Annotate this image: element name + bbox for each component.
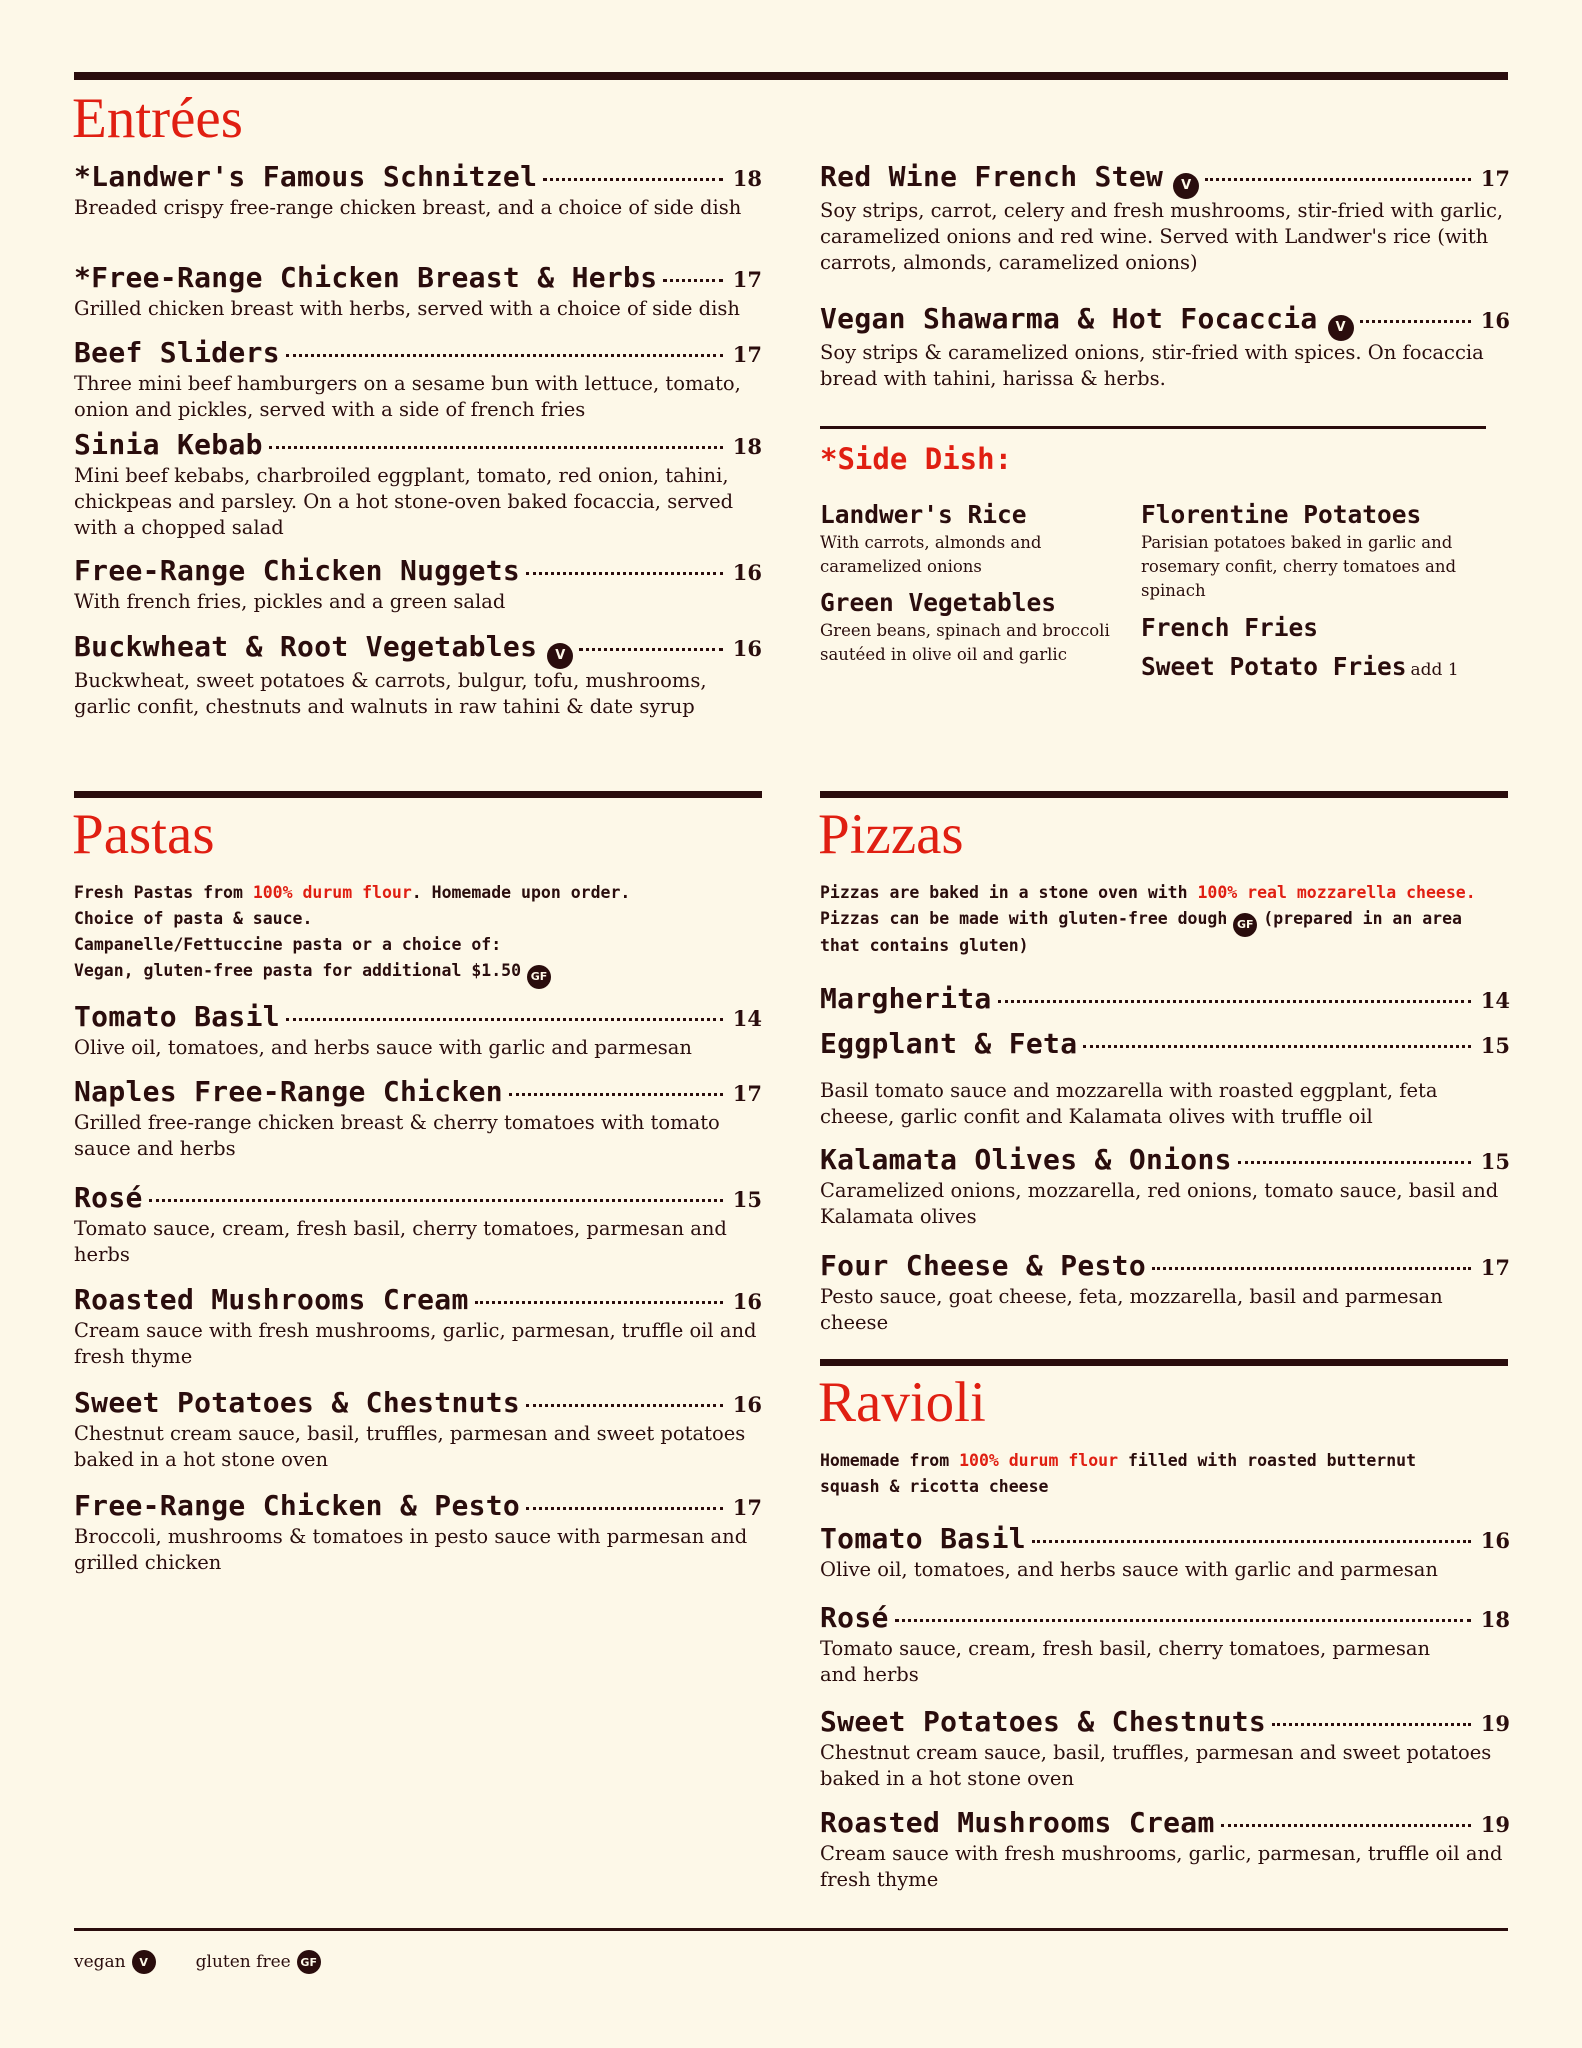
menu-item — [820, 1705, 1510, 1792]
item-description: Soy strips, carrot, celery and fresh mushrooms, stir-fried with garlic, caramelized onions and red wine. Served with Landwer's rice (with carrots, almonds, caramelized onions) — [820, 198, 1504, 274]
item-description: Pesto sauce, goat cheese, feta, mozzarella, basil and parmesan cheese — [820, 1285, 1443, 1334]
item-description: Cream sauce with fresh mushrooms, garlic, parmesan, truffle oil and fresh thyme — [820, 1842, 1503, 1891]
menu-item — [820, 1027, 1510, 1130]
dot-leader — [895, 1619, 1471, 1622]
side-dish-name: French Fries — [1141, 613, 1319, 642]
item-name: *Free-Range Chicken Breast & Herbs — [74, 261, 658, 294]
intro-line — [820, 1448, 1510, 1474]
dot-leader — [286, 1018, 723, 1021]
side-dish-description: Parisian potatoes baked in garlic and rosemary confit, cherry tomatoes and spinach — [1141, 533, 1457, 600]
menu-item — [820, 1249, 1510, 1336]
menu-item — [74, 160, 762, 221]
side-dish-title: *Side Dish: — [820, 442, 1013, 476]
dot-leader — [1272, 1723, 1471, 1726]
dot-leader — [526, 1404, 723, 1407]
menu-item — [820, 302, 1510, 392]
menu-item — [74, 1000, 762, 1061]
item-name: Rosé — [74, 1181, 143, 1214]
pastas-intro — [74, 880, 762, 985]
side-dish-name: Green Vegetables — [820, 588, 1057, 617]
dot-leader — [526, 572, 723, 575]
side-dish-addon: add 1 — [1410, 660, 1459, 680]
item-price: 17 — [732, 267, 762, 292]
side-dish-item — [1141, 500, 1481, 603]
item-price: 17 — [1480, 166, 1510, 191]
item-price: 14 — [1480, 988, 1510, 1013]
vegan-badge-icon: V — [132, 1950, 156, 1974]
menu-item — [74, 261, 762, 322]
item-name: Naples Free-Range Chicken — [74, 1075, 503, 1108]
item-name: Sinia Kebab — [74, 428, 263, 461]
intro-highlight: 100% real mozzarella cheese. — [1197, 883, 1476, 902]
intro-line: squash & ricotta cheese — [820, 1477, 1049, 1496]
dot-leader — [1205, 178, 1471, 181]
menu-item — [74, 630, 762, 720]
menu-item — [74, 1386, 762, 1473]
item-price: 16 — [1480, 308, 1510, 333]
side-dish-rule — [820, 426, 1486, 429]
menu-item — [820, 1601, 1510, 1688]
intro-text: Fresh Pastas from — [74, 883, 253, 902]
dot-leader — [1032, 1540, 1471, 1543]
gluten-free-badge-icon: GF — [297, 1950, 321, 1974]
item-name: Margherita — [820, 982, 992, 1015]
side-dish-name-row — [1141, 652, 1481, 681]
gluten-free-badge-icon: GF — [1233, 913, 1257, 937]
item-name: Four Cheese & Pesto — [820, 1249, 1146, 1282]
item-name: *Landwer's Famous Schnitzel — [74, 160, 538, 193]
intro-text: Pizzas are baked in a stone oven with — [820, 883, 1198, 902]
pizzas-title: Pizzas — [818, 803, 964, 866]
intro-line: Campanelle/Fettuccine pasta or a choice of: — [74, 935, 502, 954]
gluten-free-badge-icon: GF — [527, 965, 551, 989]
item-description: Tomato sauce, cream, fresh basil, cherry tomatoes, parmesan and herbs — [74, 1217, 727, 1266]
item-description: Olive oil, tomatoes, and herbs sauce with garlic and parmesan — [74, 1036, 692, 1059]
item-description: Olive oil, tomatoes, and herbs sauce with garlic and parmesan — [820, 1558, 1438, 1581]
pizzas-rule — [820, 791, 1508, 798]
menu-item — [74, 1181, 762, 1268]
item-name: Eggplant & Feta — [820, 1027, 1078, 1060]
intro-highlight: 100% durum flour — [959, 1451, 1119, 1470]
intro-line — [820, 906, 1510, 933]
pastas-title: Pastas — [72, 803, 215, 866]
item-name: Tomato Basil — [74, 1000, 280, 1033]
side-dish-item — [820, 500, 1120, 579]
item-name: Tomato Basil — [820, 1522, 1026, 1555]
intro-line: that contains gluten) — [820, 936, 1029, 955]
top-rule — [74, 72, 1508, 80]
item-name: Vegan Shawarma & Hot Focaccia — [820, 302, 1318, 335]
dot-leader — [509, 1093, 723, 1096]
menu-item — [74, 1489, 762, 1576]
intro-text: Pizzas can be made with gluten-free dough — [820, 909, 1228, 928]
intro-highlight: 100% durum flour — [252, 883, 412, 902]
item-price: 18 — [1480, 1607, 1510, 1632]
item-price: 15 — [1480, 1149, 1510, 1174]
intro-text: Vegan, gluten-free pasta for additional $1.50 — [74, 961, 522, 980]
item-name: Rosé — [820, 1601, 889, 1634]
item-description: Chestnut cream sauce, basil, truffles, parmesan and sweet potatoes baked in a hot stone oven — [820, 1741, 1492, 1790]
menu-item — [74, 428, 762, 541]
item-price: 19 — [1480, 1711, 1510, 1736]
vegan-badge-icon: V — [1173, 173, 1199, 199]
item-price: 15 — [732, 1187, 762, 1212]
dot-leader — [543, 178, 723, 181]
menu-item — [820, 982, 1510, 1015]
item-price: 17 — [732, 1495, 762, 1520]
menu-item — [820, 160, 1510, 276]
side-dish-name: Landwer's Rice — [820, 500, 1027, 529]
item-name: Buckwheat & Root Vegetables — [74, 630, 538, 663]
dietary-legend — [74, 1950, 321, 1974]
menu-item — [820, 1143, 1510, 1230]
item-description: Cream sauce with fresh mushrooms, garlic, parmesan, truffle oil and fresh thyme — [74, 1319, 757, 1368]
item-description: Chestnut cream sauce, basil, truffles, parmesan and sweet potatoes baked in a hot stone oven — [74, 1422, 746, 1471]
dot-leader — [998, 1000, 1471, 1003]
pizzas-intro — [820, 880, 1510, 959]
side-dish-item — [820, 588, 1130, 667]
dot-leader — [526, 1507, 723, 1510]
item-description: Grilled chicken breast with herbs, served with a choice of side dish — [74, 297, 740, 320]
item-name: Kalamata Olives & Onions — [820, 1143, 1232, 1176]
menu-item — [820, 1806, 1510, 1893]
item-description: Buckwheat, sweet potatoes & carrots, bulgur, tofu, mushrooms, garlic confit, chestnuts and walnuts in raw tahini & date syrup — [74, 668, 707, 718]
dot-leader — [1083, 1045, 1470, 1048]
item-description: With french fries, pickles and a green salad — [74, 590, 506, 613]
item-price: 14 — [732, 1006, 762, 1031]
intro-line — [74, 880, 762, 906]
dot-leader — [286, 354, 723, 357]
item-price: 16 — [732, 1289, 762, 1314]
item-description: Tomato sauce, cream, fresh basil, cherry tomatoes, parmesan and herbs — [820, 1637, 1431, 1686]
intro-text: Homemade from — [820, 1451, 960, 1470]
item-price: 17 — [732, 1081, 762, 1106]
intro-text: filled with roasted butternut — [1118, 1451, 1417, 1470]
dot-leader — [1360, 320, 1471, 323]
item-name: Sweet Potatoes & Chestnuts — [820, 1705, 1267, 1738]
ravioli-rule — [820, 1359, 1508, 1366]
item-description: Three mini beef hamburgers on a sesame bun with lettuce, tomato, onion and pickles, served with a side of french fries — [74, 372, 741, 421]
intro-text: . Homemade upon order. — [411, 883, 631, 902]
menu-item — [820, 1522, 1510, 1583]
legend-gluten-free-label: gluten free — [195, 1952, 291, 1972]
menu-item — [74, 336, 762, 423]
item-price: 18 — [732, 434, 762, 459]
side-dish-name: Sweet Potato Fries — [1141, 652, 1407, 681]
item-price: 16 — [1480, 1528, 1510, 1553]
intro-line — [74, 958, 762, 985]
item-name: Sweet Potatoes & Chestnuts — [74, 1386, 521, 1419]
item-price: 15 — [1480, 1033, 1510, 1058]
side-dish-item — [1141, 652, 1481, 681]
menu-item — [74, 1075, 762, 1162]
side-dish-description: Green beans, spinach and broccoli sautéed in olive oil and garlic — [820, 621, 1110, 664]
ravioli-title: Ravioli — [818, 1371, 986, 1434]
dot-leader — [269, 446, 723, 449]
menu-item — [74, 554, 762, 615]
entrees-title: Entrées — [72, 87, 243, 150]
dot-leader — [1152, 1267, 1471, 1270]
item-price: 19 — [1480, 1812, 1510, 1837]
item-price: 18 — [732, 166, 762, 191]
dot-leader — [663, 279, 722, 282]
footer-rule — [74, 1928, 1508, 1931]
side-dish-name: Florentine Potatoes — [1141, 500, 1422, 529]
dot-leader — [149, 1199, 723, 1202]
legend-vegan-label: vegan — [74, 1952, 126, 1972]
dot-leader — [1221, 1824, 1471, 1827]
dot-leader — [1238, 1161, 1471, 1164]
item-description: Basil tomato sauce and mozzarella with roasted eggplant, feta cheese, garlic confit and Kalamata olives with truffle oil — [820, 1079, 1438, 1128]
item-price: 16 — [732, 1392, 762, 1417]
intro-text: (prepared in an area — [1263, 909, 1462, 928]
vegan-badge-icon: V — [1328, 315, 1354, 341]
item-price: 16 — [732, 560, 762, 585]
side-dish-item — [1141, 613, 1481, 642]
ravioli-intro — [820, 1448, 1510, 1500]
item-description: Breaded crispy free-range chicken breast, and a choice of side dish — [74, 196, 742, 219]
item-name: Roasted Mushrooms Cream — [820, 1806, 1215, 1839]
item-description: Caramelized onions, mozzarella, red onions, tomato sauce, basil and Kalamata olives — [820, 1179, 1499, 1228]
item-description: Broccoli, mushrooms & tomatoes in pesto sauce with parmesan and grilled chicken — [74, 1525, 748, 1574]
item-name: Red Wine French Stew — [820, 160, 1164, 193]
item-name: Roasted Mushrooms Cream — [74, 1283, 469, 1316]
item-price: 17 — [732, 342, 762, 367]
item-description: Mini beef kebabs, charbroiled eggplant, tomato, red onion, tahini, chickpeas and parsley. On a hot stone-oven baked focaccia, served with a chopped salad — [74, 464, 734, 539]
dot-leader — [579, 648, 723, 651]
dot-leader — [475, 1301, 723, 1304]
intro-line: Choice of pasta & sauce. — [74, 909, 313, 928]
item-description: Soy strips & caramelized onions, stir-fried with spices. On focaccia bread with tahini, harissa & herbs. — [820, 340, 1484, 390]
pastas-rule — [74, 791, 762, 798]
item-name: Free-Range Chicken & Pesto — [74, 1489, 521, 1522]
menu-item — [74, 1283, 762, 1370]
side-dish-description: With carrots, almonds and caramelized onions — [820, 533, 1042, 576]
item-name: Free-Range Chicken Nuggets — [74, 554, 521, 587]
vegan-badge-icon: V — [547, 643, 573, 669]
item-price: 17 — [1480, 1255, 1510, 1280]
intro-line — [820, 880, 1510, 906]
item-price: 16 — [732, 636, 762, 661]
item-description: Grilled free-range chicken breast & cherry tomatoes with tomato sauce and herbs — [74, 1111, 720, 1160]
item-name: Beef Sliders — [74, 336, 280, 369]
